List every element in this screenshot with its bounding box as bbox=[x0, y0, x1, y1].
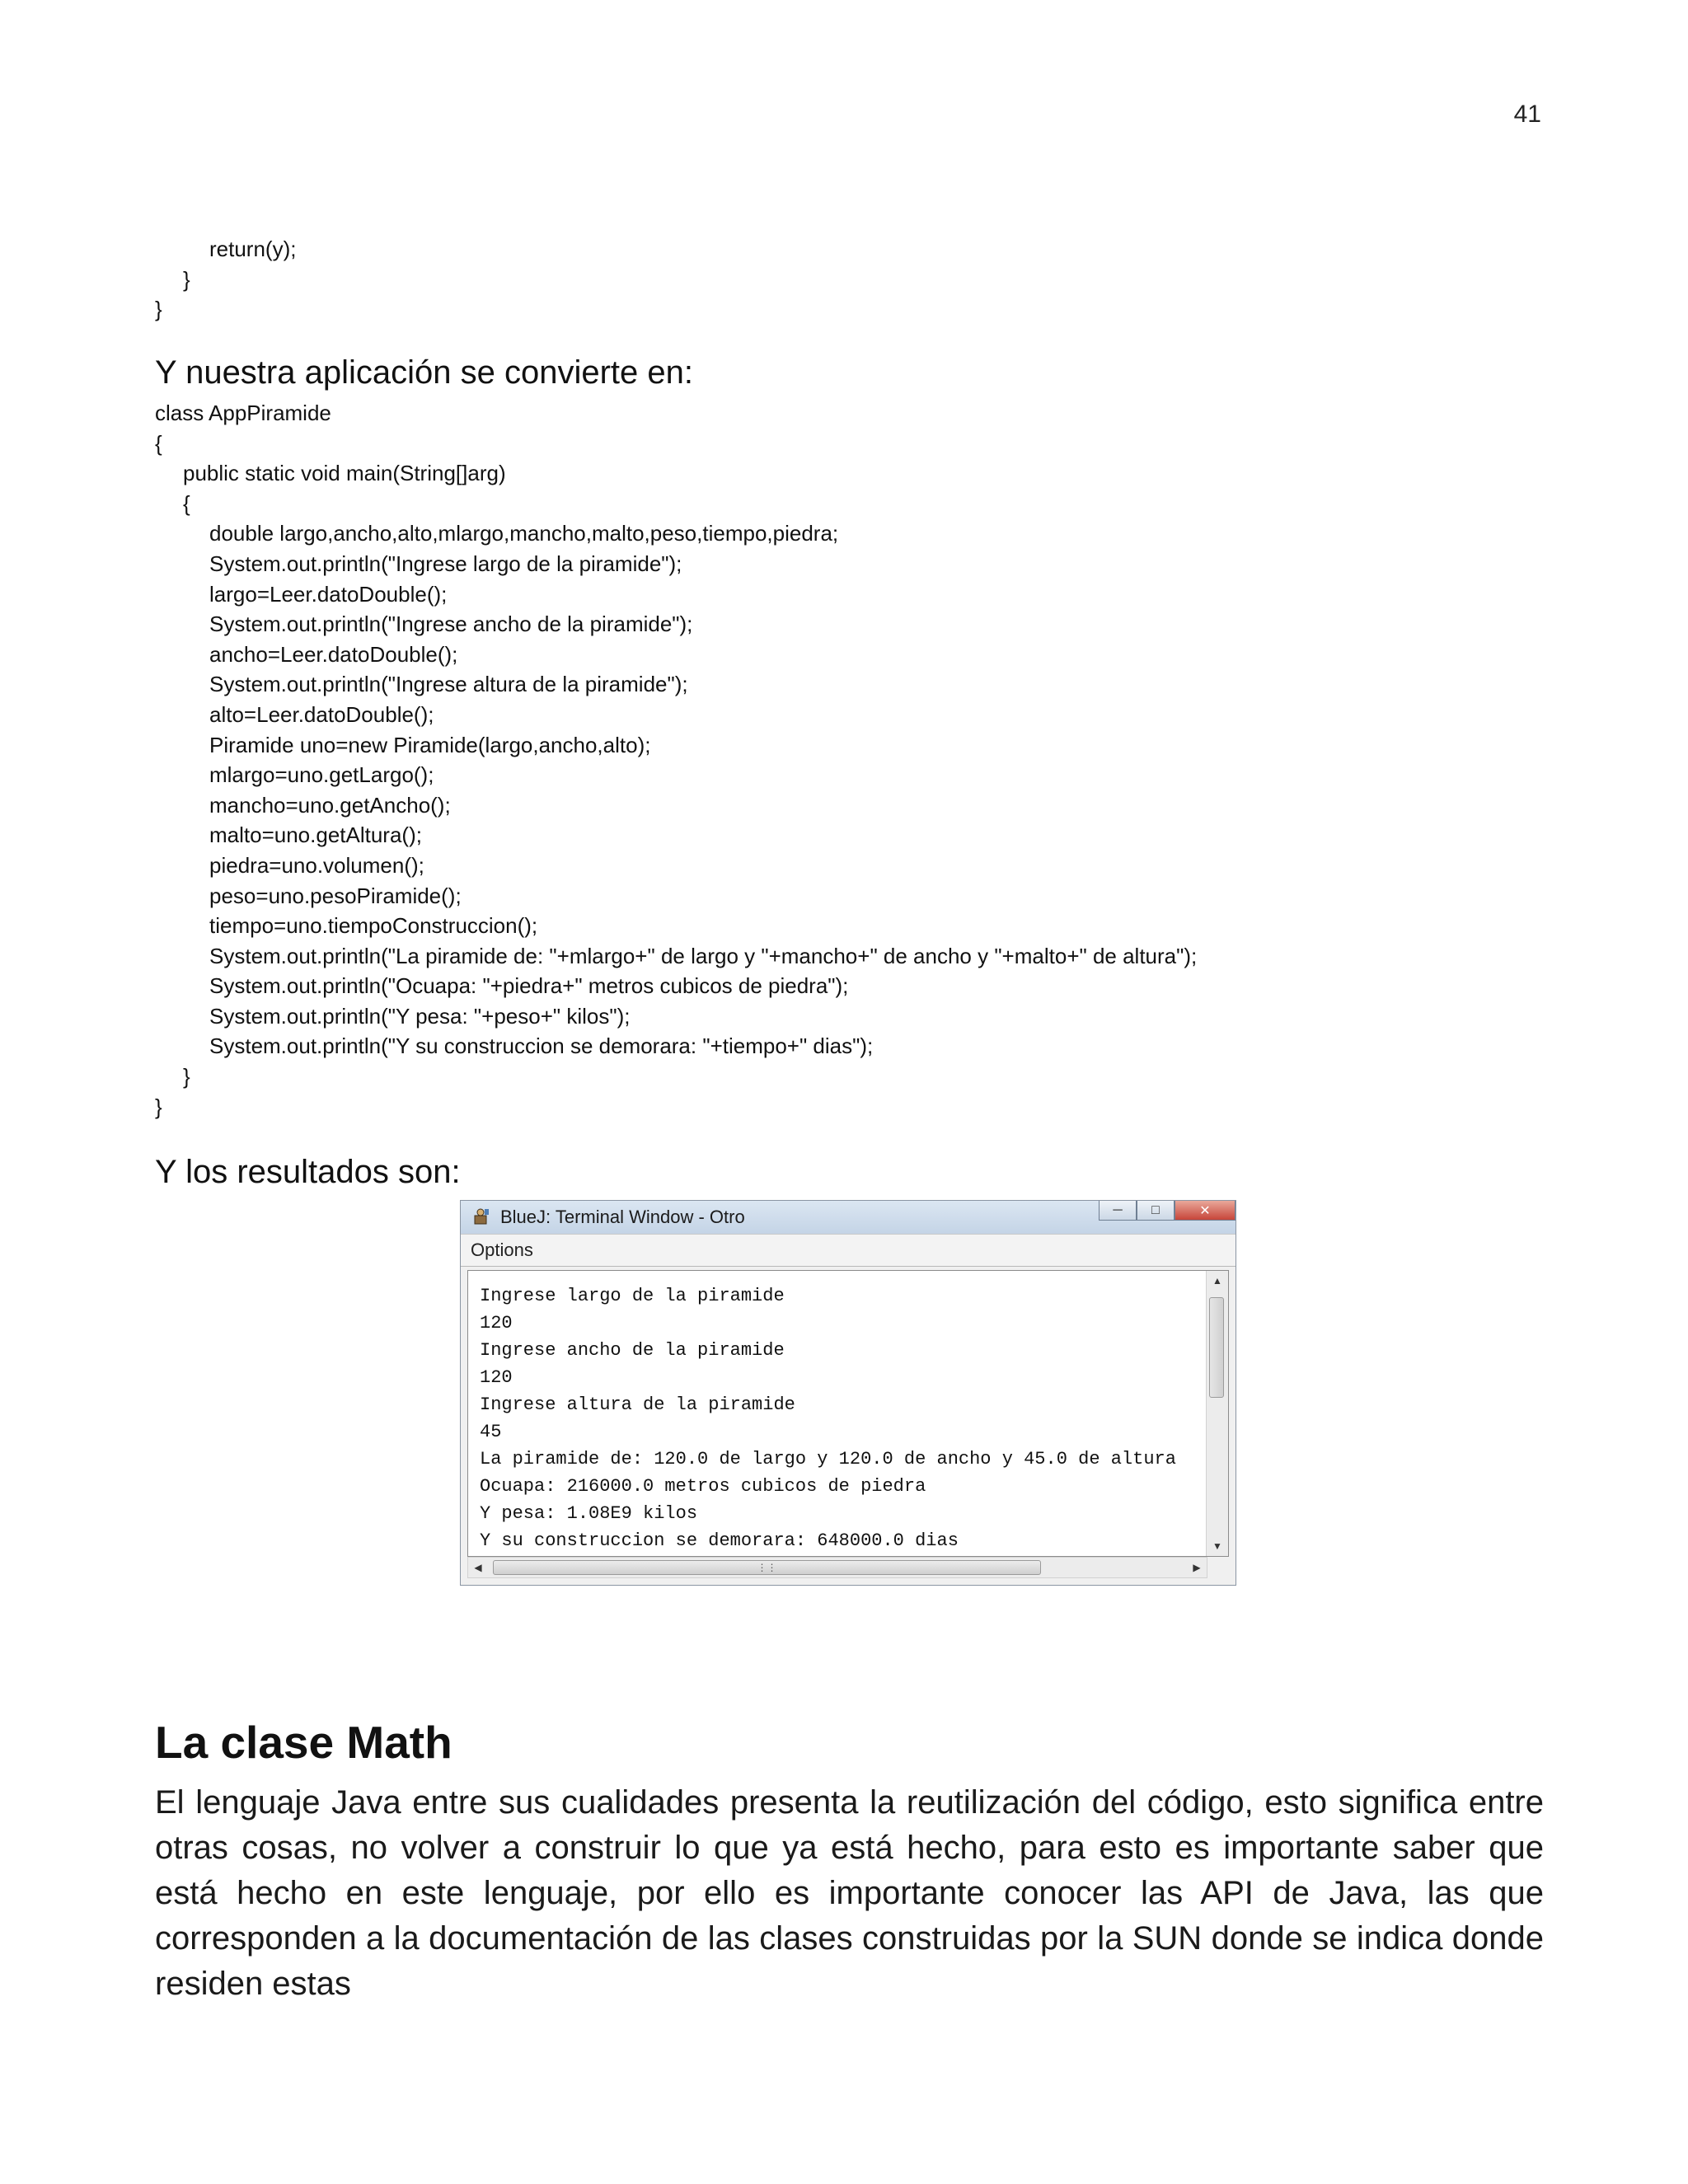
code-line: Piramide uno=new Piramide(largo,ancho,alto); bbox=[209, 732, 651, 757]
grip-icon: ⋮⋮ bbox=[757, 1562, 777, 1573]
terminal-output-line: La piramide de: 120.0 de largo y 120.0 de ancho y 45.0 de altura bbox=[480, 1449, 1176, 1469]
code-line: { bbox=[155, 430, 162, 456]
terminal-menubar bbox=[461, 1234, 1236, 1267]
terminal-output-line: Y su construccion se demorara: 648000.0 dias bbox=[480, 1530, 959, 1551]
minimize-button[interactable] bbox=[1099, 1201, 1137, 1221]
close-icon: ✕ bbox=[1199, 1203, 1211, 1218]
scroll-up-arrow-icon[interactable]: ▲ bbox=[1212, 1275, 1222, 1286]
heading-app: Y nuestra aplicación se convierte en: bbox=[155, 354, 693, 391]
code-line: alto=Leer.datoDouble(); bbox=[209, 701, 434, 727]
code-line: } bbox=[183, 1064, 190, 1090]
section-title: La clase Math bbox=[155, 1717, 452, 1768]
heading-results: Y los resultados son: bbox=[155, 1154, 461, 1190]
maximize-icon: □ bbox=[1151, 1202, 1160, 1217]
terminal-output-line: 45 bbox=[480, 1422, 502, 1442]
code-line: largo=Leer.datoDouble(); bbox=[209, 581, 448, 607]
code-line: mancho=uno.getAncho(); bbox=[209, 792, 451, 818]
terminal-output-line: 120 bbox=[480, 1367, 513, 1388]
menu-options[interactable]: Options bbox=[471, 1240, 533, 1260]
code-line: } bbox=[183, 266, 190, 292]
vertical-scrollbar[interactable] bbox=[1206, 1271, 1228, 1556]
maximize-button[interactable] bbox=[1137, 1201, 1175, 1221]
terminal-output-line: Ocuapa: 216000.0 metros cubicos de piedra bbox=[480, 1476, 926, 1497]
terminal-output-line: Y pesa: 1.08E9 kilos bbox=[480, 1503, 698, 1524]
terminal-output-text bbox=[480, 1282, 1176, 1554]
code-line: return(y); bbox=[209, 237, 297, 261]
code-line: System.out.println("Y su construccion se demorara: "+tiempo+" dias"); bbox=[209, 1033, 874, 1059]
bluej-app-icon bbox=[471, 1207, 492, 1228]
terminal-output-line: Ingrese altura de la piramide bbox=[480, 1394, 795, 1415]
terminal-window bbox=[460, 1200, 1236, 1586]
scroll-left-arrow-icon[interactable]: ◀ bbox=[474, 1562, 482, 1573]
terminal-title: BlueJ: Terminal Window - Otro bbox=[500, 1207, 745, 1227]
page-number: 41 bbox=[1513, 101, 1541, 128]
terminal-output-line: 120 bbox=[480, 1313, 513, 1333]
body-paragraph: El lenguaje Java entre sus cualidades presenta la reutilización del código, esto significa entre otras cosas, no volver a construir lo que ya está hecho, para esto es importante saber que está hecho en este lenguaje, por ello es importante conocer las API de Java, las que corresponden a la documentación de las clases construidas por la SUN donde se indica donde residen estas bbox=[155, 1784, 1544, 2002]
close-button[interactable] bbox=[1175, 1201, 1236, 1221]
code-line: double largo,ancho,alto,mlargo,mancho,malto,peso,tiempo,piedra; bbox=[209, 521, 839, 546]
code-line: { bbox=[183, 490, 190, 516]
scroll-right-arrow-icon[interactable]: ▶ bbox=[1193, 1562, 1201, 1573]
code-line: class AppPiramide bbox=[155, 401, 331, 425]
minimize-icon: ─ bbox=[1113, 1202, 1123, 1217]
terminal-output-line: Ingrese largo de la piramide bbox=[480, 1286, 785, 1306]
code-line: System.out.println("Ingrese ancho de la piramide"); bbox=[209, 612, 693, 637]
horizontal-scrollbar[interactable] bbox=[467, 1557, 1207, 1578]
vertical-scroll-thumb[interactable] bbox=[1209, 1297, 1224, 1398]
code-line: System.out.println("Ingrese largo de la piramide"); bbox=[209, 551, 682, 576]
code-block-top bbox=[155, 234, 296, 325]
terminal-output-line: Ingrese ancho de la piramide bbox=[480, 1340, 785, 1361]
code-line: System.out.println("Ocuapa: "+piedra+" metros cubicos de piedra"); bbox=[209, 973, 849, 999]
code-line: System.out.println("La piramide de: "+mlargo+" de largo y "+mancho+" de ancho y "+malto+" de altura"); bbox=[209, 943, 1198, 968]
code-line: System.out.println("Ingrese altura de la piramide"); bbox=[209, 672, 688, 697]
code-line: tiempo=uno.tiempoConstruccion(); bbox=[209, 913, 538, 939]
code-block-main bbox=[155, 398, 1197, 1122]
scroll-down-arrow-icon[interactable]: ▼ bbox=[1212, 1540, 1222, 1552]
window-controls bbox=[1099, 1201, 1236, 1222]
code-line: } bbox=[155, 1094, 162, 1119]
code-line: public static void main(String[]arg) bbox=[183, 461, 506, 486]
code-line: piedra=uno.volumen(); bbox=[209, 852, 424, 878]
code-line: } bbox=[155, 297, 162, 322]
code-line: ancho=Leer.datoDouble(); bbox=[209, 641, 458, 667]
code-line: mlargo=uno.getLargo(); bbox=[209, 762, 434, 788]
code-line: peso=uno.pesoPiramide(); bbox=[209, 883, 462, 908]
terminal-output-area[interactable] bbox=[467, 1270, 1229, 1557]
code-line: System.out.println("Y pesa: "+peso+" kilos"); bbox=[209, 1003, 631, 1029]
terminal-titlebar[interactable] bbox=[461, 1201, 1236, 1234]
horizontal-scroll-thumb[interactable] bbox=[493, 1560, 1041, 1575]
code-line: malto=uno.getAltura(); bbox=[209, 823, 422, 848]
